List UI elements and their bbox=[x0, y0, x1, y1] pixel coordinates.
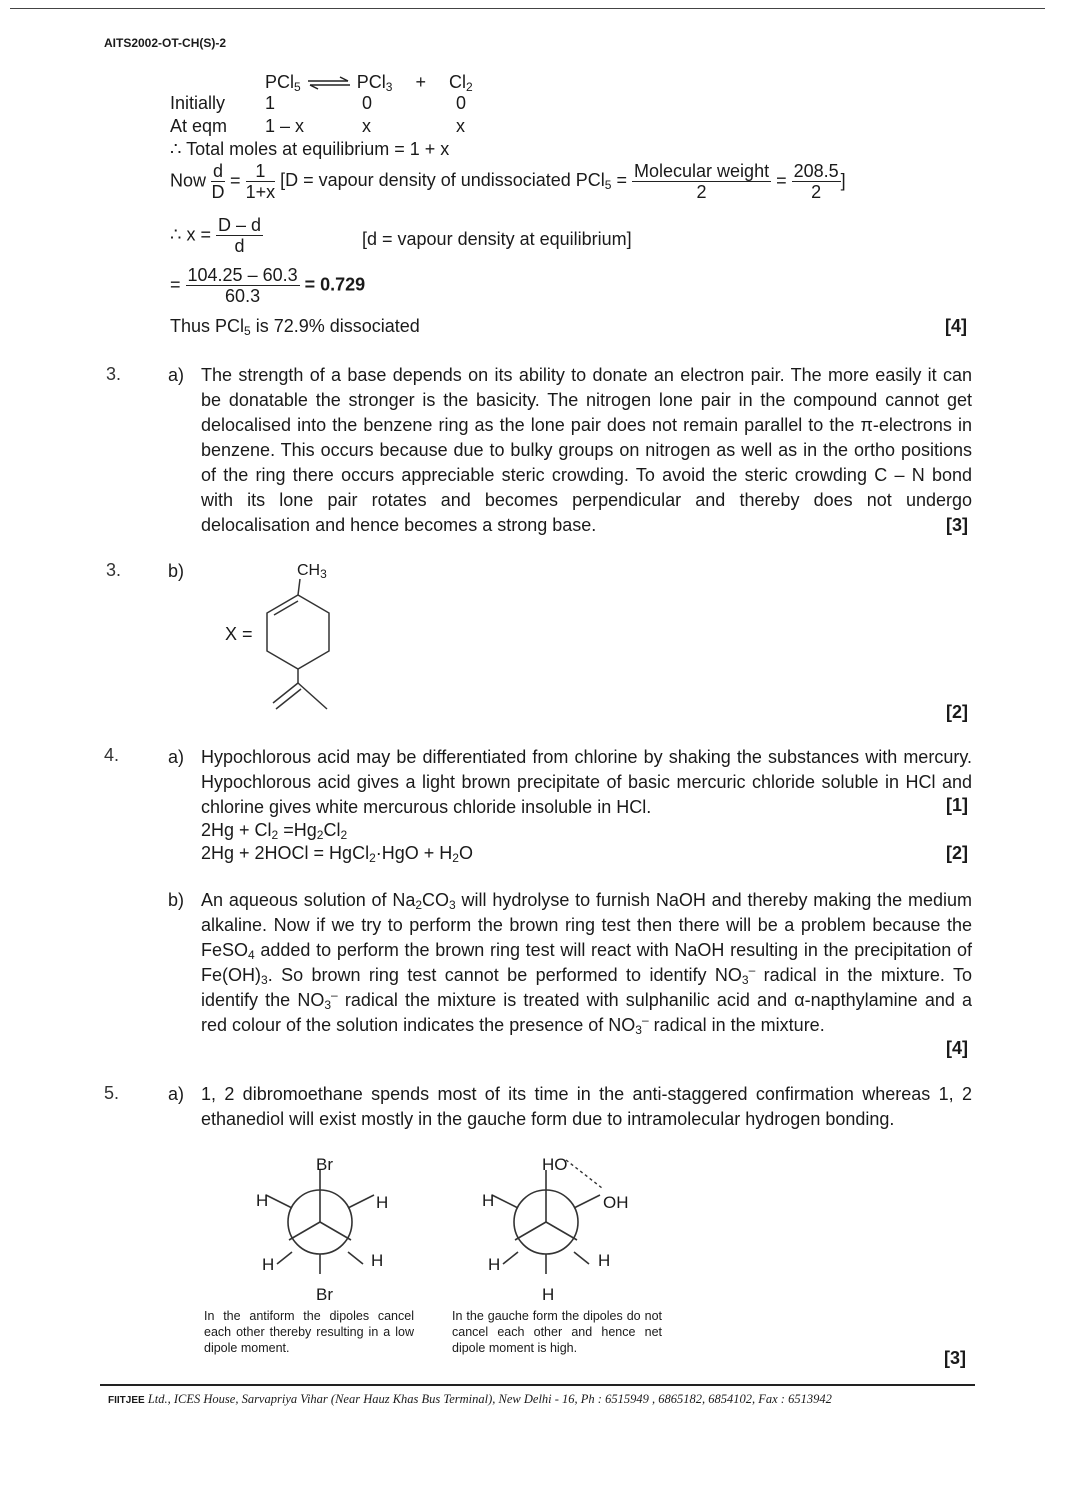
frac-den-D: D bbox=[211, 182, 225, 202]
equilibrium-arrow-icon bbox=[306, 76, 352, 90]
frac-num-molwt: Molecular weight bbox=[634, 161, 770, 181]
initially-b: 0 bbox=[362, 93, 373, 113]
fraction-1-over-1-plus-x bbox=[246, 161, 276, 202]
q3b-number: 3. bbox=[106, 560, 122, 580]
frac-num-1: 1 bbox=[246, 161, 276, 182]
frac-den-2: 2 bbox=[696, 182, 707, 202]
frac-den-d: d bbox=[234, 236, 245, 256]
reactant: PCl$_5$ bbox=[265, 72, 301, 94]
q4a-number: 4. bbox=[104, 745, 120, 765]
q3a-answer-text: The strength of a base depends on its ability to donate an electron pair. The more easily it can be donatable the stronger is the basicity. The nitrogen lone pair in the compound cannot get delocalised into the benzene ring as the lone pair does not remain parallel to the π-electrons in benzene. This occurs because due to bulky groups on nitrogen as well as in the ortho positions of the ring there occurs appreciable steric crowding. To avoid the steric crowding C – N bond with its lone pair rotates and becomes perpendicular and thereby does not undergo delocalisation and hence becomes a strong base. bbox=[201, 365, 972, 535]
D-definition: [D = vapour density of undissociated PCl$_5$ = bbox=[280, 170, 627, 193]
q5a-label: a) bbox=[168, 1084, 185, 1104]
anti-ur-label: H bbox=[376, 1193, 389, 1212]
gauche-ur-label: OH bbox=[603, 1193, 629, 1212]
at-eqm-label: At eqm bbox=[170, 116, 228, 136]
q4a-answer-text: Hypochlorous acid may be differentiated from chlorine by shaking the substances with mercury. Hypochlorous acid gives a light brown precipitate of basic mercuric chloride soluble in HCl and chlorine gives white mercurous chloride insoluble in HCl. bbox=[201, 747, 972, 817]
calc-num: 104.25 – 60.3 bbox=[187, 265, 298, 285]
q4a-equation-1: $2Hg + Cl_2 =Hg_2Cl_2$ bbox=[201, 820, 348, 842]
total-moles: ∴ Total moles at equilibrium = 1 + x bbox=[170, 139, 450, 159]
q4a-label: a) bbox=[168, 747, 185, 767]
mark-eq: [4] bbox=[945, 316, 967, 336]
fraction-calc bbox=[186, 265, 300, 306]
footer-rule bbox=[100, 1384, 975, 1386]
q5a-answer-text: 1, 2 dibromoethane spends most of its time in the anti-staggered confirmation whereas 1, 2 ethanediol will exist mostly in the gauche form due to intramolecular hydrogen bonding. bbox=[201, 1084, 972, 1129]
x-label: X = bbox=[225, 624, 253, 644]
fraction-Dd-over-d bbox=[216, 215, 263, 256]
q4b-answer-text: An aqueous solution of $Na_2CO_3$ will hydrolyse to furnish NaOH and thereby making the medium alkaline. Now if we try to perform the brown ring test then there will be a problem because the FeSO$_4$ added to perform the brown ring test will react with NaOH resulting in the precipitation of $Fe(OH)_3$. So brown ring test cannot be performed to identify $NO_3^-$ radical in the mixture. To identify the $NO_3^-$ radical the mixture is treated with sulphanilic acid and α-napthylamine and a red colour of the solution indicates the presence of $NO_3^-$ radical in the mixture. bbox=[201, 890, 973, 1037]
q3a-mark: [3] bbox=[946, 515, 968, 535]
frac-den-1px: 1+x bbox=[245, 182, 276, 202]
gauche-lr-label: H bbox=[598, 1251, 611, 1270]
calculation: = $\frac{104.25 - 60.3}{60.3}$ = 0.729 bbox=[170, 265, 366, 306]
calc-result: = 0.729 bbox=[304, 274, 366, 295]
eqm-a: 1 – x bbox=[265, 116, 305, 136]
fraction-2085-over-2 bbox=[792, 161, 841, 202]
q3b-mark: [2] bbox=[946, 702, 968, 722]
ch3-label: $CH_3$ bbox=[297, 562, 327, 581]
anti-ll-label: H bbox=[262, 1255, 275, 1274]
therefore-x: ∴ x = bbox=[170, 224, 211, 245]
bracket-close: ] bbox=[840, 170, 846, 191]
q4a-mark-1: [1] bbox=[946, 795, 968, 815]
fraction-molwt-over-2 bbox=[632, 161, 771, 202]
frac-num-2085: 208.5 bbox=[793, 161, 839, 181]
q5a-number: 5. bbox=[104, 1083, 120, 1103]
q3a-number: 3. bbox=[106, 364, 122, 384]
frac-num-d: d bbox=[213, 161, 224, 181]
gauche-ll-label: H bbox=[488, 1255, 501, 1274]
anti-top-label: Br bbox=[316, 1155, 333, 1174]
now-word: Now bbox=[170, 170, 207, 191]
q4a-equation-2: 2Hg + 2HOCl = HgCl$_2$·HgO + $H_2O$ bbox=[201, 843, 473, 865]
footer-address: Ltd., ICES House, Sarvapriya Vihar (Near Hauz Khas Bus Terminal), New Delhi - 16, Ph : 6515949 , 6865182, 6854102, Fax : 6513942 bbox=[147, 1392, 832, 1406]
initially-c: 0 bbox=[456, 93, 467, 113]
q4b-label: b) bbox=[168, 890, 185, 910]
calc-den: 60.3 bbox=[225, 286, 261, 306]
top-rule bbox=[10, 8, 1045, 9]
limonene-structure bbox=[255, 575, 355, 720]
x-relation bbox=[170, 215, 263, 256]
product-1: PCl$_3$ bbox=[356, 72, 393, 94]
q3b-label: b) bbox=[168, 561, 185, 581]
q4b-mark: [4] bbox=[946, 1038, 968, 1058]
plus-sign: + bbox=[415, 72, 426, 92]
gauche-top-label: HO bbox=[542, 1155, 568, 1174]
anti-caption: In the antiform the dipoles cancel each other thereby resulting in a low dipole moment. bbox=[204, 1309, 414, 1355]
frac-num-Dmd: D – d bbox=[217, 215, 262, 235]
anti-lr-label: H bbox=[371, 1251, 384, 1270]
fraction-d-over-D bbox=[211, 161, 225, 202]
footer bbox=[108, 1392, 832, 1407]
initially-a: 1 bbox=[265, 93, 276, 113]
q5a-mark: [3] bbox=[944, 1348, 966, 1368]
gauche-ul-label: H bbox=[482, 1191, 495, 1210]
q3a-label: a) bbox=[168, 365, 185, 385]
anti-bottom-label: Br bbox=[316, 1285, 333, 1304]
eqm-c: x bbox=[456, 116, 465, 136]
page-header-code: AITS2002-OT-CH(S)-2 bbox=[104, 36, 227, 50]
footer-brand-logo: FIITJEE bbox=[108, 1395, 145, 1406]
frac-den-2b: 2 bbox=[811, 182, 822, 202]
q4a-mark-2: [2] bbox=[946, 843, 968, 863]
dissociation-conclusion: Thus PCl$_5$ is 72.9% dissociated bbox=[170, 316, 420, 338]
eqm-b: x bbox=[362, 116, 371, 136]
anti-ul-label: H bbox=[256, 1191, 269, 1210]
initially-label: Initially bbox=[170, 93, 226, 113]
gauche-bottom-label: H bbox=[542, 1285, 555, 1304]
d-definition: [d = vapour density at equilibrium] bbox=[362, 229, 632, 249]
gauche-caption: In the gauche form the dipoles do not cancel each other and hence net dipole moment is high. bbox=[452, 1309, 662, 1355]
now-relation: Now $\frac{d}{D}$ = $\frac{1}{1+x}$ [D = vapour density of undissociated PCl$_5$ = $\frac{\text{Molecular weight}}{2}$ = $\frac{208.5}{2}$ ] bbox=[170, 161, 846, 202]
product-2: $Cl_2$ bbox=[448, 72, 473, 94]
